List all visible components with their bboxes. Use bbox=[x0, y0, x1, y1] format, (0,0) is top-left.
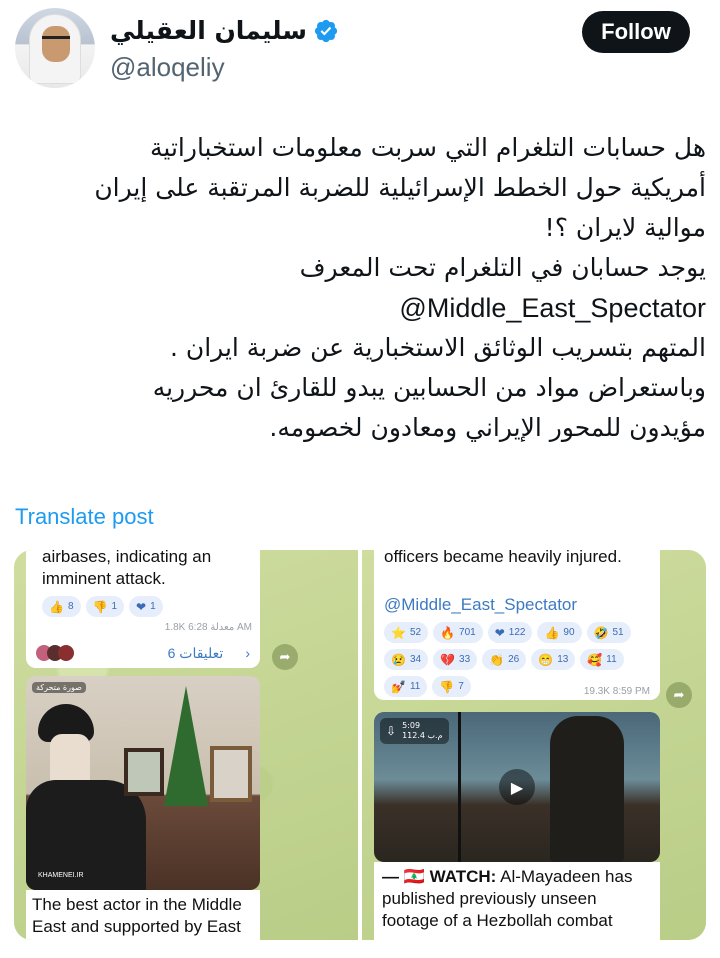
avatar[interactable] bbox=[15, 8, 95, 88]
reaction-chip[interactable]: 💔 33 bbox=[433, 649, 477, 670]
reaction-chip[interactable]: 🥰 11 bbox=[580, 649, 623, 670]
telegram-message-bubble bbox=[374, 550, 660, 700]
message-text: officers became heavily injured. bbox=[384, 550, 622, 566]
antenna bbox=[458, 712, 461, 862]
post-line: مؤيدون للمحور الإيراني ومعادون لخصومه. bbox=[269, 413, 706, 442]
reaction-chip[interactable]: 👎 1 bbox=[86, 596, 125, 617]
share-icon[interactable]: ➦ bbox=[272, 644, 298, 670]
display-name[interactable]: سليمان العقيلي bbox=[110, 16, 307, 45]
frame-left bbox=[124, 748, 164, 796]
comment-avatars bbox=[36, 645, 74, 661]
message-meta: 19.3K 8:59 PM bbox=[583, 686, 650, 697]
watermark: KHAMENEI.IR bbox=[38, 872, 84, 879]
avatar-face bbox=[42, 26, 70, 62]
reaction-chip[interactable]: 👏 26 bbox=[482, 649, 526, 670]
reaction-chip[interactable]: 😢 34 bbox=[384, 649, 428, 670]
post-line: موالية لايران ؟! bbox=[544, 213, 706, 242]
play-icon[interactable]: ▶ bbox=[499, 769, 535, 805]
post-text bbox=[14, 128, 706, 448]
media-image-right[interactable] bbox=[362, 550, 706, 940]
caption-text: Al-Mayadeen has published previously unseen footage of a Hezbollah combat bbox=[382, 867, 633, 930]
video-duration: 5:09 bbox=[402, 721, 421, 730]
reaction-chip[interactable]: 👍 8 bbox=[42, 596, 81, 617]
message-meta: 1.8K معدلة 6:28 AM bbox=[164, 622, 252, 633]
verified-badge-icon bbox=[313, 18, 339, 44]
post-line: المتهم بتسريب الوثائق الاستخبارية عن ضربة ايران . bbox=[169, 333, 706, 362]
post-media[interactable] bbox=[14, 550, 706, 940]
message-text: airbases, indicating an imminent attack. bbox=[42, 550, 212, 588]
reaction-chip[interactable]: 👎 7 bbox=[432, 676, 471, 697]
author-handle[interactable]: @aloqeliy bbox=[110, 52, 225, 82]
channel-link[interactable]: @Middle_East_Spectator bbox=[384, 595, 578, 614]
media-image-left[interactable] bbox=[14, 550, 358, 940]
video-thumbnail[interactable] bbox=[374, 712, 660, 862]
translate-post-link[interactable]: Translate post bbox=[15, 504, 154, 529]
reaction-chip[interactable]: 💅 11 bbox=[384, 676, 427, 697]
download-icon[interactable]: ⇩ bbox=[386, 724, 397, 738]
video-size: 112.4 bbox=[402, 731, 425, 740]
reaction-chip[interactable]: 🤣 51 bbox=[587, 622, 631, 643]
reaction-chip[interactable]: 😁 13 bbox=[531, 649, 575, 670]
reaction-chip[interactable]: 👍 90 bbox=[537, 622, 581, 643]
reaction-chip[interactable]: ⭐ 52 bbox=[384, 622, 428, 643]
photo-caption: The best actor in the Middle East and supported by East bbox=[26, 890, 260, 940]
frame-right bbox=[210, 746, 252, 802]
post-line: أمريكية حول الخطط الإسرائيلية للضربة المرتقبة على إيران bbox=[94, 173, 706, 202]
avatar-glasses bbox=[42, 36, 70, 44]
comments-count: 6 تعليقات bbox=[167, 644, 224, 661]
comments-bar[interactable] bbox=[26, 638, 260, 668]
tree-icon bbox=[164, 686, 208, 806]
watch-label: — 🇱🇧 WATCH: bbox=[382, 867, 497, 886]
post-line: وباستعراض مواد من الحسابين يبدو للقارئ ان محرريه bbox=[152, 373, 706, 402]
animated-badge: صورة متحركة bbox=[32, 682, 86, 693]
author-name-row bbox=[110, 16, 339, 45]
reaction-list bbox=[42, 596, 163, 617]
video-size-unit: م.ب bbox=[427, 731, 443, 740]
reaction-chip[interactable]: ❤ 1 bbox=[129, 596, 163, 617]
chevron-right-icon: › bbox=[245, 645, 250, 661]
follow-button[interactable]: Follow bbox=[582, 11, 690, 53]
khamenei-photo bbox=[26, 676, 260, 890]
video-caption bbox=[374, 862, 660, 940]
share-icon[interactable]: ➦ bbox=[666, 682, 692, 708]
video-info-badge bbox=[380, 718, 449, 744]
reaction-chip[interactable]: 🔥 701 bbox=[433, 622, 483, 643]
soldier-silhouette bbox=[550, 716, 624, 862]
reaction-chip[interactable]: ❤ 122 bbox=[488, 622, 533, 643]
post-line: هل حسابات التلغرام التي سربت معلومات استخباراتية bbox=[150, 133, 706, 162]
post-line: يوجد حسابان في التلغرام تحت المعرف bbox=[299, 253, 706, 282]
post-mention-link[interactable]: @Middle_East_Spectator bbox=[399, 293, 706, 323]
